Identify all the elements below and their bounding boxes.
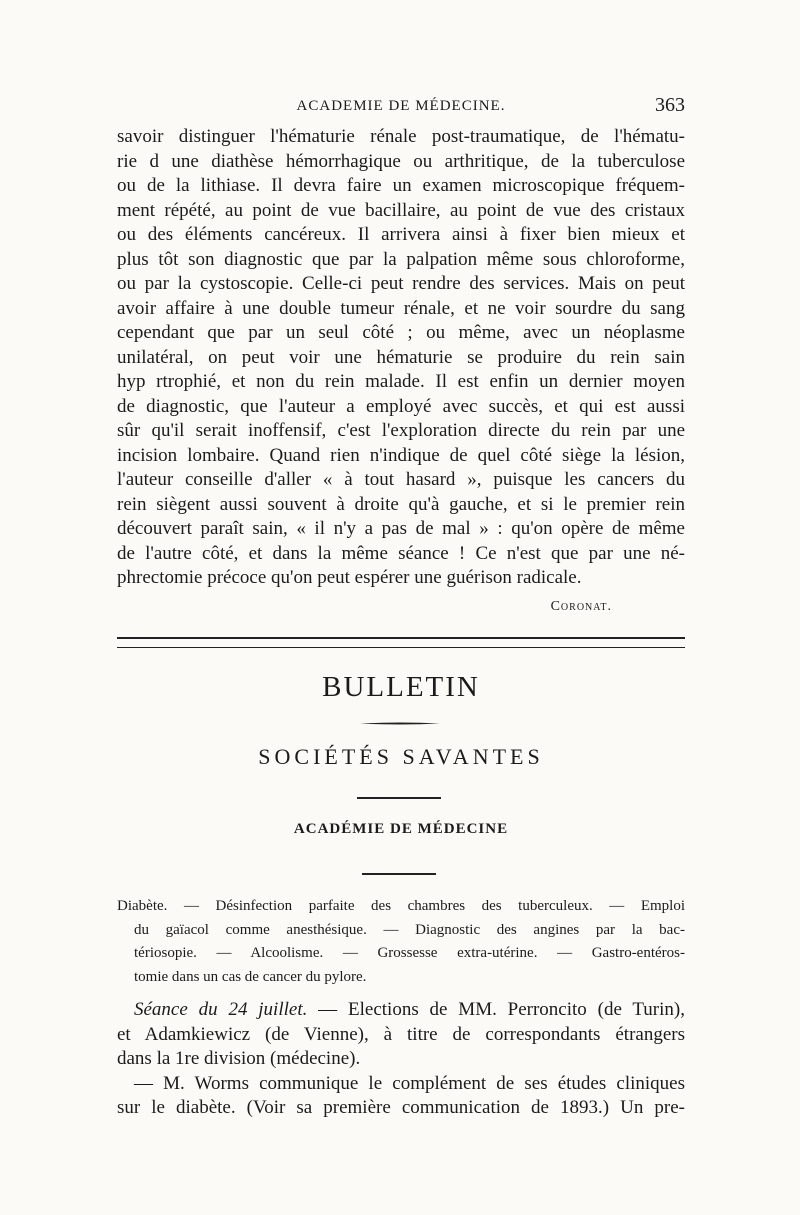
text-line: savoir distinguer l'hématurie rénale post-traumatique, de l'hématu- bbox=[117, 126, 685, 147]
text-line: rein siègent aussi souvent à droite qu'à gauche, et si le premier rein bbox=[117, 493, 685, 515]
text-line: l'auteur conseille d'aller « à tout hasard », puisque les cancers du bbox=[117, 469, 685, 490]
text-line: unilatéral, on peut voir une hématurie se produire du rein sain bbox=[117, 346, 685, 368]
session-summary bbox=[117, 895, 685, 989]
summary-line: tomie dans un cas de cancer du pylore. bbox=[134, 968, 367, 985]
societies-title: SOCIÉTÉS SAVANTES bbox=[258, 744, 544, 769]
session-text bbox=[117, 998, 685, 1121]
session-text-fragment: — Elections de MM. Perroncito (de Turin), bbox=[307, 999, 685, 1020]
summary-line: tériosopie. — Alcoolisme. — Grossesse extra-utérine. — Gastro-entéros- bbox=[134, 945, 685, 961]
text-line: phrectomie précoce qu'on peut espérer une guérison radicale. bbox=[117, 567, 582, 588]
academy-title: ACADÉMIE DE MÉDECINE bbox=[293, 821, 509, 837]
text-line: ou de la lithiase. Il devra faire un examen microscopique fréquem- bbox=[117, 175, 685, 196]
text-line: avoir affaire à une double tumeur rénale, et ne voir sourdre du sang bbox=[117, 297, 685, 319]
text-line: rie d une diathèse hémorrhagique ou arthritique, de la tuberculose bbox=[117, 150, 685, 172]
text-line: ou par la cystoscopie. Celle-ci peut rendre des services. Mais on peut bbox=[117, 273, 685, 294]
text-line bbox=[117, 998, 685, 1023]
text-line: de diagnostic, que l'auteur a employé avec succès, et qui est aussi bbox=[117, 395, 685, 417]
bulletin-title: BULLETIN bbox=[322, 671, 480, 703]
text-line: ment répété, au point de vue bacillaire, au point de vue des cristaux bbox=[117, 199, 685, 221]
running-head bbox=[117, 94, 685, 120]
short-rule bbox=[357, 797, 441, 799]
text-line: découvert paraît sain, « il n'y a pas de mal » : qu'on opère de même bbox=[117, 518, 685, 539]
review-text bbox=[117, 125, 685, 591]
text-line: ou des éléments cancéreux. Il arrivera ainsi à fixer bien mieux et bbox=[117, 224, 685, 245]
text-line: — M. Worms communique le complément de ses études cliniques bbox=[134, 1072, 685, 1094]
short-rule bbox=[362, 873, 436, 875]
section-divider bbox=[117, 637, 685, 648]
session-date: Séance du 24 juillet. bbox=[134, 999, 308, 1020]
text-line: incision lombaire. Quand rien n'indique de quel côté siège la lésion, bbox=[117, 444, 685, 466]
running-title: ACADEMIE DE MÉDECINE. bbox=[296, 98, 506, 114]
text-line: de l'autre côté, et dans la même séance ! Ce n'est que par une né- bbox=[117, 542, 685, 564]
text-line: sur le diabète. (Voir sa première communication de 1893.) Un pre- bbox=[117, 1097, 685, 1118]
page-number: 363 bbox=[655, 94, 685, 116]
text-line: dans la 1re division (médecine). bbox=[117, 1048, 361, 1069]
text-line: plus tôt son diagnostic que par la palpation même sous chloroforme, bbox=[117, 248, 685, 270]
ornament-divider bbox=[360, 722, 440, 725]
text-line: cependant que par un seul côté ; ou même, avec un néoplasme bbox=[117, 322, 685, 343]
text-line: sûr qu'il serait inoffensif, c'est l'exploration directe du rein par une bbox=[117, 420, 685, 441]
author-signature: Coronat. bbox=[550, 599, 612, 614]
text-line: et Adamkiewicz (de Vienne), à titre de correspondants étrangers bbox=[117, 1023, 685, 1045]
summary-line: du gaïacol comme anesthésique. — Diagnostic des angines par la bac- bbox=[134, 921, 685, 938]
text-line: hyp rtrophié, et non du rein malade. Il est enfin un dernier moyen bbox=[117, 371, 685, 392]
summary-line: Diabète. — Désinfection parfaite des chambres des tuberculeux. — Emploi bbox=[117, 898, 685, 914]
